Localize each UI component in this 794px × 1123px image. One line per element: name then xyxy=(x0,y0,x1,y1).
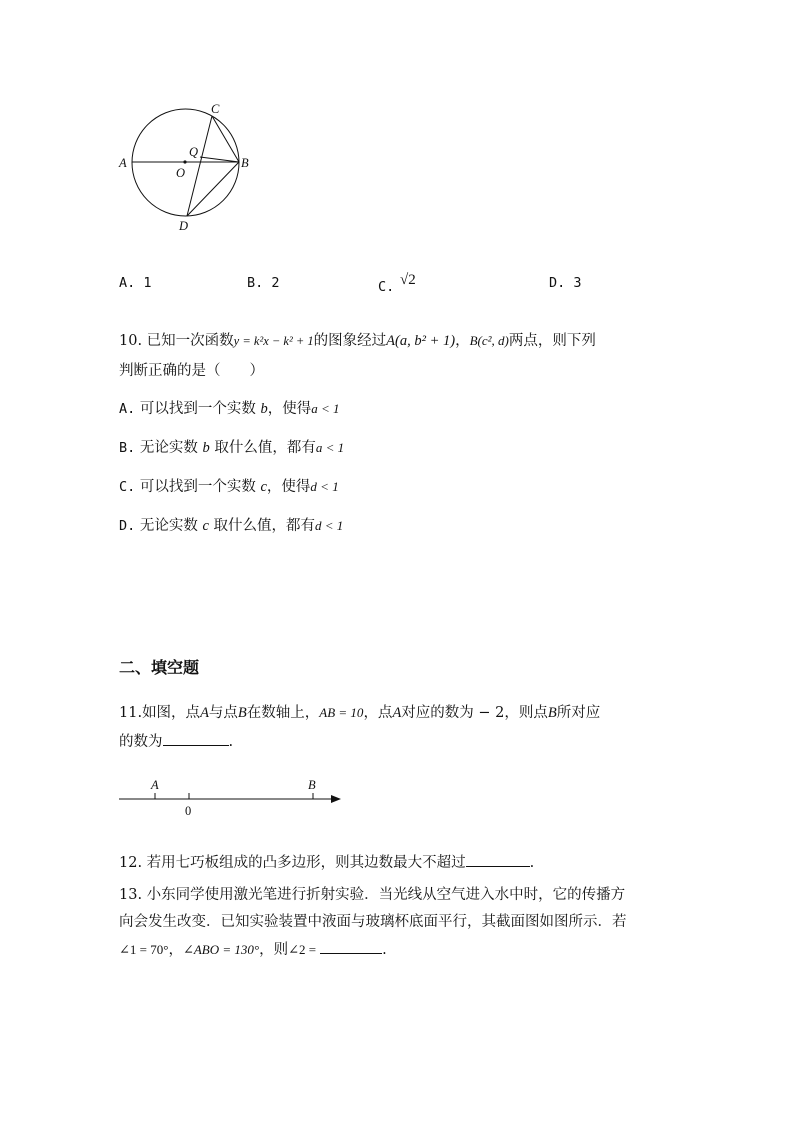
number-line-label-b: B xyxy=(308,778,316,792)
q10-point-a: A(a, b² + 1) xyxy=(386,333,456,349)
label-c: C xyxy=(211,102,220,116)
q11-line-2: 的数为 . xyxy=(119,731,233,752)
label-q: Q xyxy=(189,145,199,159)
number-line-figure xyxy=(115,772,350,820)
q10-option-d: D. 无论实数 c 取什么值，都有d < 1 xyxy=(119,518,344,534)
q10-option-b: B. 无论实数 b 取什么值，都有a < 1 xyxy=(119,440,345,456)
q10-option-c: C. 可以找到一个实数 c，使得d < 1 xyxy=(119,479,339,495)
label-a: A xyxy=(119,156,127,170)
number-line-label-zero: 0 xyxy=(185,804,192,818)
q10-text-2: 的图象经过 xyxy=(313,333,387,349)
q9-option-a: A. 1 xyxy=(119,275,152,291)
q11-answer-blank[interactable] xyxy=(163,731,229,746)
number-line-arrow xyxy=(331,795,341,803)
q13-line-1: 13. 小东同学使用激光笔进行折射实验．当光线从空气进入水中时，它的传播方 xyxy=(119,887,626,903)
section-title: 二、填空题 xyxy=(119,658,200,677)
chord-cb xyxy=(212,116,239,162)
q10-line-1 xyxy=(119,331,596,351)
segment-qb xyxy=(200,157,239,162)
q9-option-d: D. 3 xyxy=(549,275,582,291)
q10-comma: ， xyxy=(455,333,470,349)
q13-answer-blank[interactable] xyxy=(320,939,382,954)
label-d: D xyxy=(179,219,189,233)
q10-text-3: 两点，则下列 xyxy=(508,333,596,349)
q13-line-3: ∠1 = 70°，∠ABO = 130°，则∠2 = . xyxy=(119,939,387,960)
q10-number: 10. xyxy=(119,333,143,349)
q10-text-1: 已知一次函数 xyxy=(146,333,234,349)
q10-option-a: A. 可以找到一个实数 b，使得a < 1 xyxy=(119,401,340,417)
label-b: B xyxy=(241,156,249,170)
q9-option-c-label: C. xyxy=(378,279,395,295)
q12-line: 12. 若用七巧板组成的凸多边形，则其边数最大不超过 . xyxy=(119,852,534,873)
q12-answer-blank[interactable] xyxy=(466,852,530,867)
center-point-o xyxy=(183,160,186,163)
q10-point-b: B(c², d) xyxy=(469,333,509,348)
chord-cd xyxy=(187,116,212,216)
q13-line-2: 向会发生改变．已知实验装置中液面与玻璃杯底面平行，其截面图如图所示．若 xyxy=(119,914,627,930)
q9-option-c-value: √2 xyxy=(400,272,416,288)
q10-formula: y = k²x − k² + 1 xyxy=(233,334,314,348)
label-o: O xyxy=(176,166,186,180)
circle-figure xyxy=(110,95,270,245)
number-line-label-a: A xyxy=(151,778,159,792)
q11-line-1: 11.如图，点A与点B在数轴上，AB = 10，点A对应的数为 − 2，则点B所对应 xyxy=(119,705,601,721)
q9-option-b: B. 2 xyxy=(247,275,280,291)
q10-line-2: 判断正确的是（ ） xyxy=(119,363,264,379)
